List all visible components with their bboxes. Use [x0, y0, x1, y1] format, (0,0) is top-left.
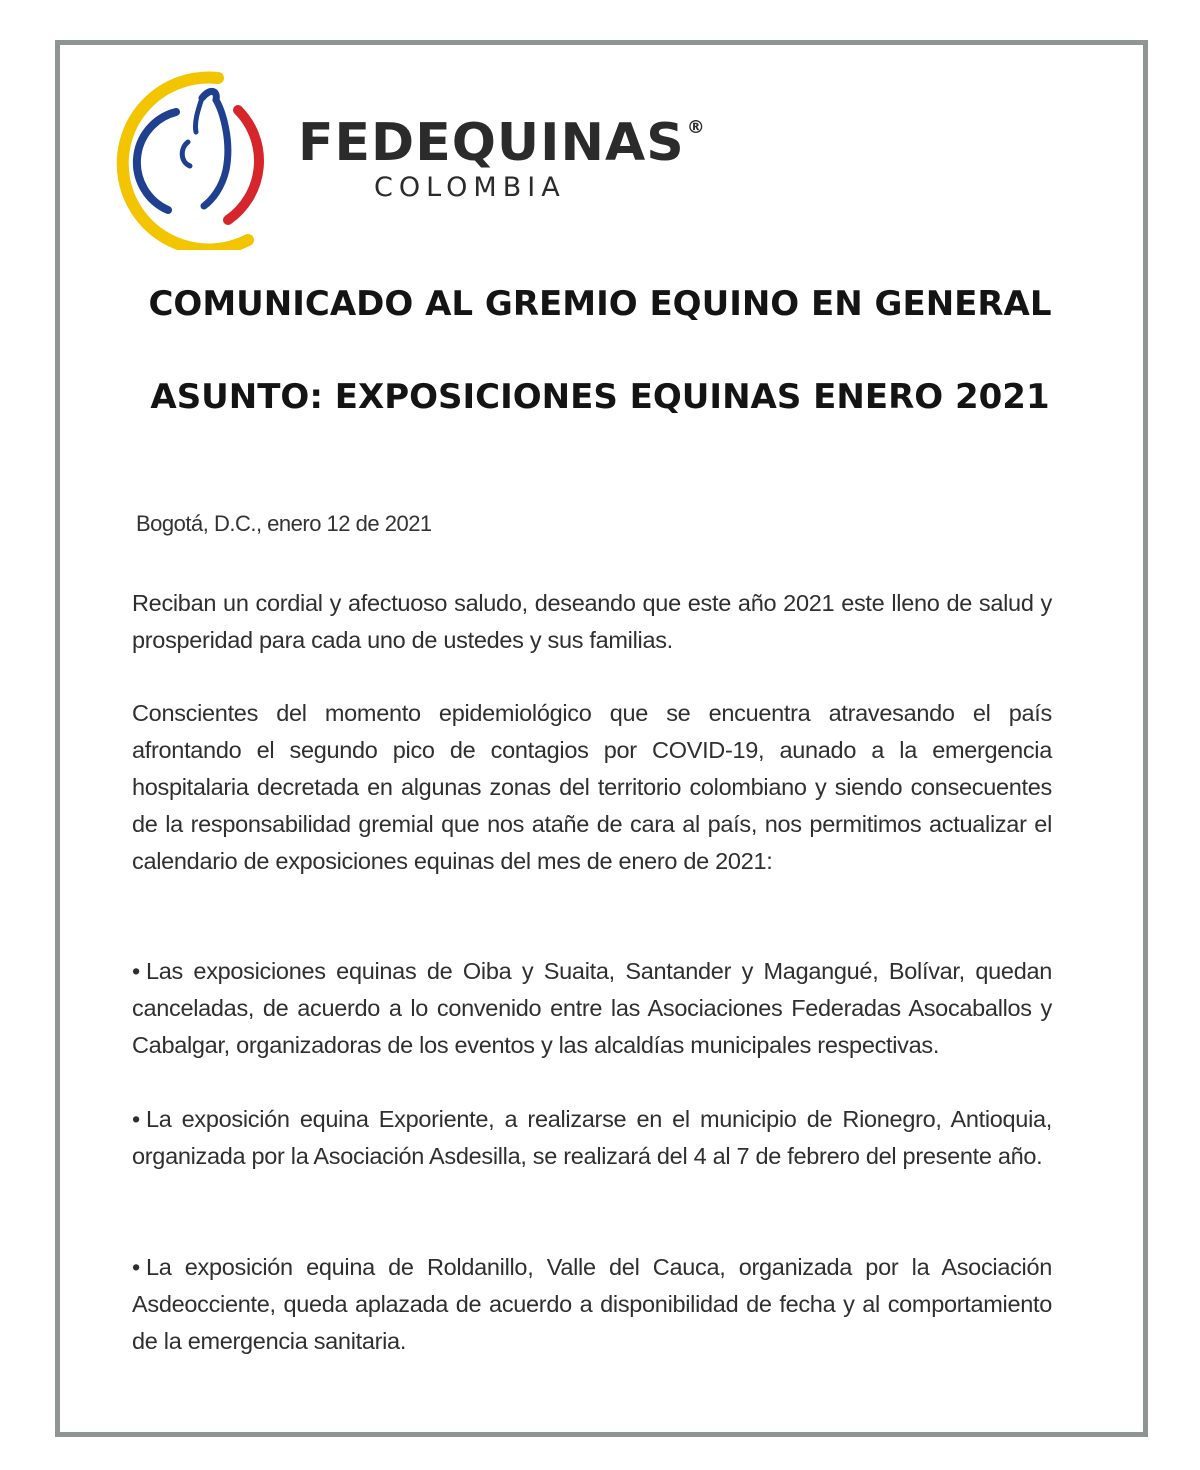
greeting-paragraph: Reciban un cordial y afectuoso saludo, deseando que este año 2021 este lleno de salud y prosperidad para cada uno de ustedes y sus familias.	[132, 590, 1052, 653]
document-title: COMUNICADO AL GREMIO EQUINO EN GENERAL	[148, 284, 1052, 324]
bullet-icon: •	[132, 958, 140, 984]
bullet-icon: •	[132, 1254, 140, 1280]
list-item-text: La exposición equina Exporiente, a realizarse en el municipio de Rionegro, Antioquia, organizada por la Asociación Asdesilla, se realizará del 4 al 7 de febrero del presente año.	[132, 1106, 1052, 1169]
document-subject: ASUNTO: EXPOSICIONES EQUINAS ENERO 2021	[150, 377, 1050, 417]
list-item-text: Las exposiciones equinas de Oiba y Suaita, Santander y Magangué, Bolívar, quedan canceladas, de acuerdo a lo convenido entre las Asociaciones Federadas Asocaballos y Cabalgar, organizadoras de los eventos y las alcaldías municipales respectivas.	[132, 958, 1052, 1058]
date-line: Bogotá, D.C., enero 12 de 2021	[136, 511, 432, 536]
bullet-icon: •	[132, 1106, 140, 1132]
context-paragraph: Conscientes del momento epidemiológico que se encuentra atravesando el país afrontando el segundo pico de contagios por COVID-19, aunado a la emergencia hospitalaria decretada en algunas zonas del territorio colombiano y siendo consecuentes de la responsabilidad gremial que nos atañe de cara al país, nos permitimos actualizar el calendario de exposiciones equinas del mes de enero de 2021:	[132, 700, 1052, 874]
list-item-text: La exposición equina de Roldanillo, Valle del Cauca, organizada por la Asociación Asdeocciente, queda aplazada de acuerdo a disponibilidad de fecha y al comportamiento de la emergencia sanitaria.	[132, 1254, 1052, 1354]
list-item	[132, 953, 1052, 1064]
registered-mark: ®	[686, 117, 706, 138]
brand-name	[298, 113, 706, 173]
brand-name-text: FEDEQUINAS	[298, 113, 685, 173]
list-item	[132, 1101, 1052, 1175]
brand-subtitle: COLOMBIA	[374, 172, 566, 203]
horse-head-logo-icon	[98, 70, 278, 250]
list-item	[132, 1249, 1052, 1360]
